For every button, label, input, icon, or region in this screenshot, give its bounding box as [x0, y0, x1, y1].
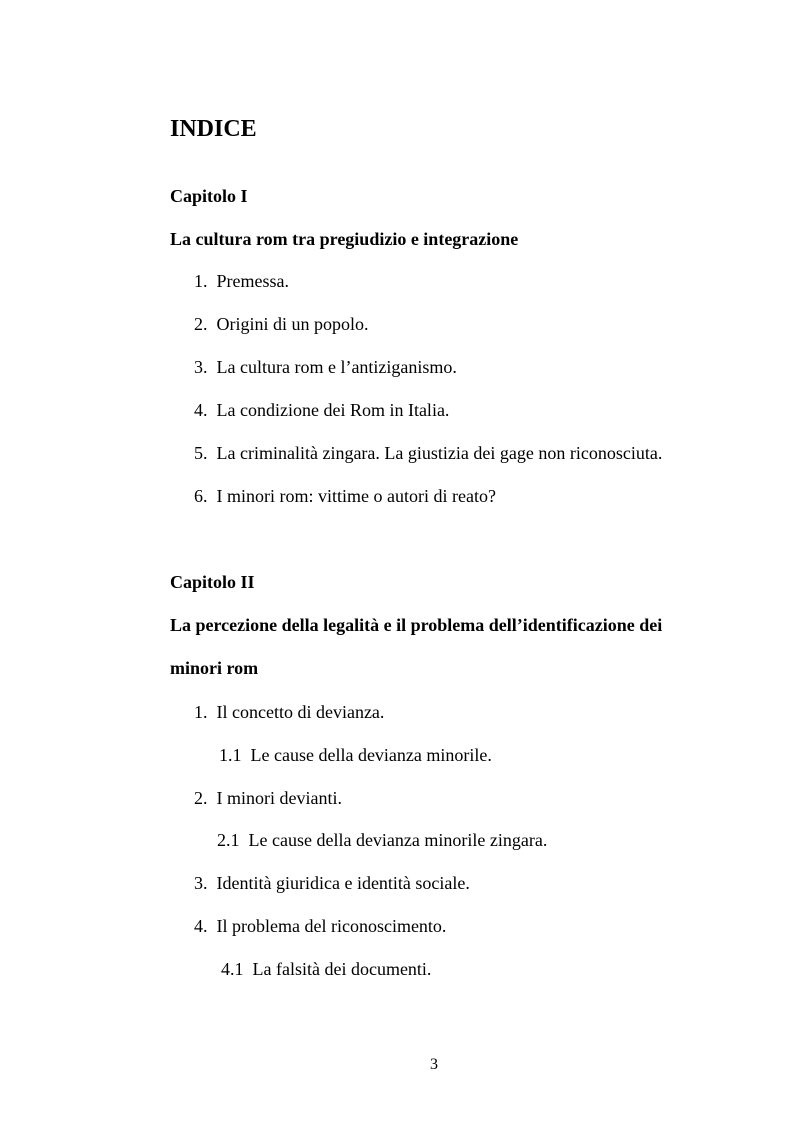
toc-entry[interactable]	[194, 272, 289, 290]
toc-entry-number: 3.	[194, 357, 208, 377]
toc-entry[interactable]	[194, 917, 446, 935]
toc-entry-number: 1.	[194, 702, 208, 722]
toc-entry[interactable]	[194, 874, 470, 892]
toc-entry-text: La falsità dei documenti.	[252, 959, 432, 979]
toc-entry-number: 4.	[194, 916, 208, 936]
toc-entry-number: 4.	[194, 400, 208, 420]
chapter-2-title-line-1: La percezione della legalità e il problema dell’identificazione dei	[170, 615, 663, 635]
chapter-2-label: Capitolo II	[170, 572, 255, 592]
toc-entry[interactable]	[194, 487, 496, 505]
toc-entry-number: 4.1	[221, 959, 244, 979]
index-title: INDICE	[170, 116, 257, 142]
toc-entry[interactable]	[194, 401, 449, 419]
toc-entry-text: Origini di un popolo.	[216, 314, 369, 334]
toc-entry-text: La condizione dei Rom in Italia.	[216, 400, 450, 420]
chapter-1-title: La cultura rom tra pregiudizio e integrazione	[170, 229, 519, 249]
chapter-2-title-line-2: minori rom	[170, 658, 259, 678]
toc-entry-text: I minori devianti.	[216, 788, 342, 808]
toc-entry[interactable]	[194, 444, 662, 462]
toc-entry-text: Identità giuridica e identità sociale.	[216, 873, 470, 893]
toc-entry-text: Il concetto di devianza.	[216, 702, 385, 722]
toc-subentry[interactable]	[217, 831, 547, 849]
toc-entry[interactable]	[194, 703, 384, 721]
toc-entry-text: Le cause della devianza minorile.	[250, 745, 492, 765]
toc-subentry[interactable]	[221, 960, 431, 978]
toc-entry-number: 2.	[194, 788, 208, 808]
chapter-1-label: Capitolo I	[170, 186, 248, 206]
toc-entry-number: 2.	[194, 314, 208, 334]
toc-entry-text: La cultura rom e l’antiziganismo.	[216, 357, 457, 377]
toc-entry-number: 6.	[194, 486, 208, 506]
toc-entry-number: 1.	[194, 271, 208, 291]
toc-entry-number: 1.1	[219, 745, 242, 765]
toc-entry[interactable]	[194, 315, 369, 333]
toc-entry-text: Premessa.	[216, 271, 289, 291]
toc-entry-number: 5.	[194, 443, 208, 463]
toc-entry-text: La criminalità zingara. La giustizia dei gage non riconosciuta.	[216, 443, 663, 463]
toc-entry[interactable]	[194, 358, 457, 376]
toc-subentry[interactable]	[219, 746, 492, 764]
page-number: 3	[430, 1056, 438, 1073]
toc-entry-number: 3.	[194, 873, 208, 893]
toc-entry[interactable]	[194, 789, 342, 807]
toc-entry-text: Il problema del riconoscimento.	[216, 916, 447, 936]
toc-entry-text: I minori rom: vittime o autori di reato?	[216, 486, 496, 506]
toc-entry-text: Le cause della devianza minorile zingara.	[248, 830, 548, 850]
toc-entry-number: 2.1	[217, 830, 240, 850]
